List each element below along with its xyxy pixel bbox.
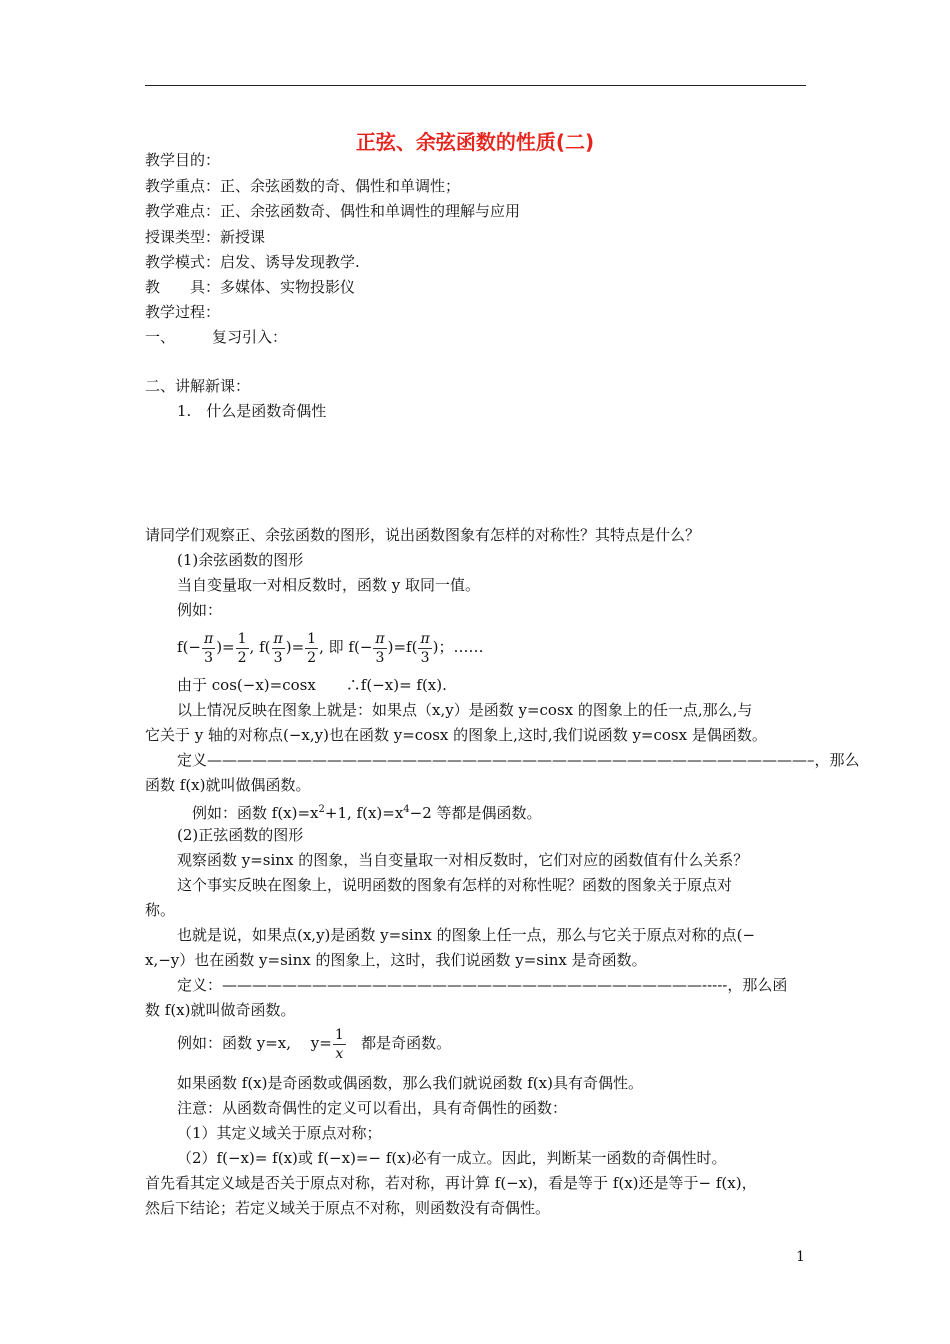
page-number: 1 xyxy=(796,1249,805,1265)
cosine-graph-heading: (1)余弦函数的图形 xyxy=(177,551,304,569)
teaching-key-points: 教学重点：正、余弦函数的奇、偶性和单调性； xyxy=(145,177,461,195)
even-function-example: 例如：函数 $f(x)=x^2+1$, $f(x)=x^4-2$ 等都是偶函数。 xyxy=(192,804,542,822)
sine-question: 观察函数 y=sinx 的图象，当自变量取一对相反数时，它们对应的函数值有什么关系？ xyxy=(177,851,749,869)
lesson-type: 授课类型：新授课 xyxy=(145,228,266,246)
teaching-mode: 教学模式：启发、诱导发现教学. xyxy=(145,253,360,271)
note-item-2-cont1: 首先看其定义域是否关于原点对称，若对称，再计算 f(−x)，看是等于 f(x)还是等于− f(x)， xyxy=(145,1174,757,1192)
even-reflection-line1: 以上情况反映在图象上就是：如果点（x,y）是函数 y=cosx 的图象上的任一点,那么,与 xyxy=(177,701,753,719)
section-review-title: 复习引入： xyxy=(212,328,288,346)
cosine-example-formula: f(− $\frac{\pi}{3}$ )= $\frac{1}{2}$ , f( $\frac{\pi}{3}$ )= $\frac{1}{2}$ , 即 f(− $\frac{\pi}{3}$ )=f( $\frac{\pi}{3}$ )；…… xyxy=(177,630,484,666)
note-heading: 注意：从函数奇偶性的定义可以看出，具有奇偶性的函数： xyxy=(177,1099,568,1117)
even-definition-line1: 定义————————————————————————————————————————–，那么 xyxy=(177,751,860,769)
note-item-2-cont2: 然后下结论；若定义域关于原点不对称，则函数没有奇偶性。 xyxy=(145,1199,551,1217)
sine-graph-heading: (2)正弦函数的图形 xyxy=(177,826,304,844)
header-rule xyxy=(145,85,806,86)
example-label: 例如： xyxy=(177,601,223,619)
sine-reflection-line2: 称。 xyxy=(145,901,176,919)
observation-question: 请同学们观察正、余弦函数的图形，说出函数图象有怎样的对称性？其特点是什么？ xyxy=(145,526,701,544)
note-item-1: （1）其定义域关于原点对称； xyxy=(177,1124,382,1142)
cosine-description: 当自变量取一对相反数时，函数 y 取同一值。 xyxy=(177,576,481,594)
item-parity-heading: 1. 什么是函数奇偶性 xyxy=(177,402,327,420)
odd-definition-line2: 数 f(x)就叫做奇函数。 xyxy=(145,1001,296,1019)
page-title: 正弦、余弦函数的性质(二) xyxy=(355,130,595,154)
teaching-process: 教学过程： xyxy=(145,303,221,321)
parity-statement: 如果函数 f(x)是奇函数或偶函数，那么我们就说函数 f(x)具有奇偶性。 xyxy=(177,1074,643,1092)
sine-reflection-line1: 这个事实反映在图象上，说明函数的图象有怎样的对称性呢？函数的图象关于原点对 xyxy=(177,876,733,894)
note-item-2: （2）f(−x)= f(x)或 f(−x)=− f(x)必有一成立。因此，判断某一函数的奇偶性时。 xyxy=(177,1149,727,1167)
teaching-tools: 教 具：多媒体、实物投影仪 xyxy=(145,278,356,296)
odd-definition-line1: 定义：————————————————————————————————-----，那么函 xyxy=(177,976,788,994)
sine-symmetry-line2: x,−y）也在函数 y=sinx 的图象上，这时，我们说函数 y=sinx 是奇函数。 xyxy=(145,951,647,969)
even-definition-line2: 函数 f(x)就叫做偶函数。 xyxy=(145,776,311,794)
even-reflection-line2: 它关于 y 轴的对称点(−x,y)也在函数 y=cosx 的图象上,这时,我们说函数 y=cosx 是偶函数。 xyxy=(145,726,767,744)
teaching-goal: 教学目的： xyxy=(145,151,221,169)
teaching-difficulty: 教学难点：正、余弦函数奇、偶性和单调性的理解与应用 xyxy=(145,202,521,220)
section-new-lesson: 二、讲解新课： xyxy=(145,377,251,395)
section-review-number: 一、 xyxy=(145,328,176,346)
sine-symmetry-line1: 也就是说，如果点(x,y)是函数 y=sinx 的图象上任一点，那么与它关于原点对称的点(− xyxy=(177,926,756,944)
cosine-identity: 由于 cos(−x)=cosx ∴f(−x)= f(x). xyxy=(177,676,447,694)
odd-function-example: 例如：函数 y=x, y= $\frac{1}{x}$ 都是奇函数。 xyxy=(177,1026,452,1062)
